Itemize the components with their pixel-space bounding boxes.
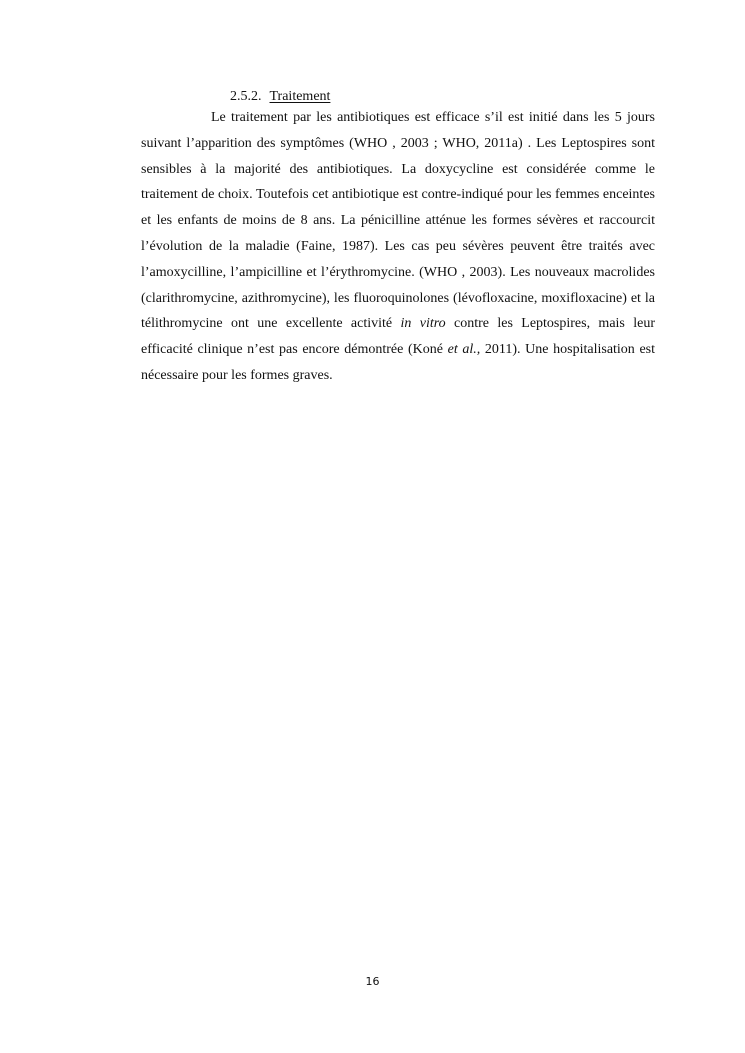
paragraph-text-part2: contre les Leptospires, mais leur efficacité clinique n’est pas encore démontrée (Koné bbox=[141, 316, 656, 358]
body-paragraph bbox=[141, 105, 655, 389]
paragraph-italic-et-al: et al., bbox=[447, 342, 481, 358]
section-number: 2.5.2. bbox=[230, 89, 262, 104]
section-heading bbox=[230, 88, 330, 106]
paragraph-text-part1: Le traitement par les antibiotiques est efficace s’il est initié dans les 5 jours suivant l’apparition des symptômes (WHO , 2003 ; WHO, 2011a) . Les Leptospires sont sensibles à la majorité des antibiotiques. La doxycycline est considérée comme le traitement de choix. Toutefois cet antibiotique est contre-indiqué pour les femmes enceintes et les enfants de moins de 8 ans. La pénicilline atténue les formes sévères et raccourcit l’évolution de la maladie (Faine, 1987). Les cas peu sévères peuvent être traités avec l’amoxycilline, l’ampicilline et l’érythromycine. (WHO , 2003). Les nouveaux macrolides (clarithromycine, azithromycine), les fluoroquinolones (lévofloxacine, moxifloxacine) et la télithromycine ont une excellente activité bbox=[141, 110, 655, 332]
paragraph-text-part3: 2011). Une hospitalisation est nécessaire pour les formes graves. bbox=[141, 342, 655, 383]
page-number: 16 bbox=[365, 975, 380, 988]
section-title: Traitement bbox=[269, 89, 331, 104]
paragraph-italic-in-vitro: in vitro bbox=[400, 316, 446, 332]
